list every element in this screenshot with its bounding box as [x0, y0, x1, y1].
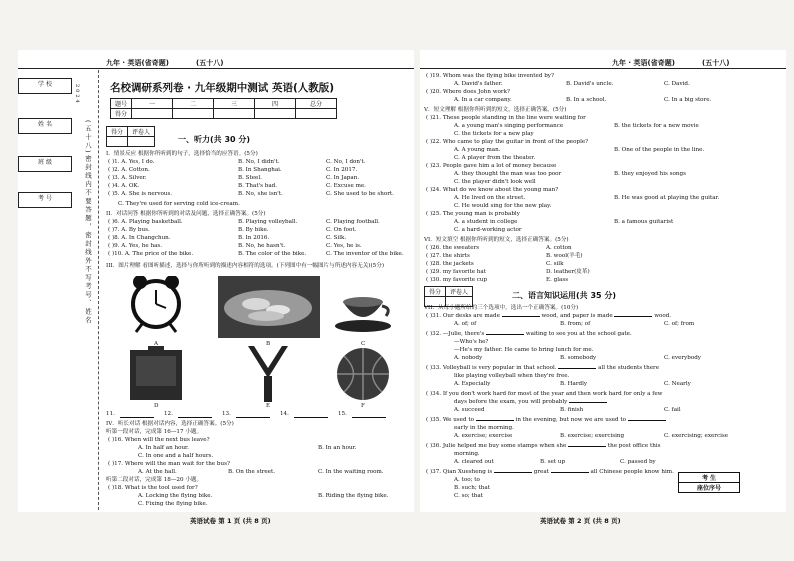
q21-a: A. a young man's singing performance — [454, 123, 564, 129]
q20-b: B. In a school. — [566, 97, 607, 103]
school-box: 学 校 — [18, 78, 72, 94]
section-IV-head: IV．听长对话 根据对话内容，选择正确答案。(5分) — [106, 421, 234, 427]
section-IV-p2: 听第二段对话，完成第 18—20 小题。 — [106, 477, 203, 483]
picture-blank-13[interactable]: 13. — [222, 411, 231, 417]
secII-item-2-1: B. In 2016. — [238, 235, 270, 241]
scorer-cell[interactable] — [107, 137, 128, 147]
q34-a: A. succeed — [454, 407, 485, 413]
picture-blank-14[interactable]: 14. — [280, 411, 289, 417]
section-VII-head: VII．从每小题所给的三个选项中，选出一个正确答案。(10分) — [424, 305, 579, 311]
pic-label-c: C — [361, 341, 366, 347]
pic-label-a: A — [154, 341, 159, 347]
score-head-3: 三 — [214, 99, 255, 109]
picture-blank-11[interactable]: 11. — [106, 411, 115, 417]
q23-a: A. they thought the man was too poor — [454, 171, 562, 177]
secVI-item-1-0: ( )27. the shirts — [426, 253, 470, 259]
score-head-0: 题号 — [111, 99, 132, 109]
pic-label-b: B — [266, 341, 271, 347]
alarm-clock-picture — [133, 276, 179, 332]
header-left: 九年 · 英语(省奇题) — [612, 59, 675, 67]
secVI-item-4-1: E. glass — [546, 277, 569, 283]
q17-a: A. At the hall. — [138, 469, 177, 475]
q16-b: B. In an hour. — [318, 445, 357, 451]
secI-item-2-1: B. Steel. — [238, 175, 262, 181]
q17-c: C. In the waiting room. — [318, 469, 384, 475]
class-box: 班 级 — [18, 156, 72, 172]
part1-title: 一、听力(共 30 分) — [178, 135, 251, 144]
grader-label: 评卷人 — [128, 127, 155, 137]
secI-item-4-2: C. She used to be short. — [326, 191, 394, 197]
q18-b: B. Riding the flying bike. — [318, 493, 389, 499]
q37-b: B. such; that — [454, 485, 490, 491]
q32: ( )32. —Julie, there's waiting to see you at the school gate. — [426, 331, 632, 337]
secII-item-1-0: ( )7. A. By bus. — [108, 227, 150, 233]
q20-c: C. In a big store. — [664, 97, 712, 103]
header-code: (五十八) — [196, 59, 224, 67]
scorer-label: 得分 — [107, 127, 128, 137]
pic-label-e: E — [266, 403, 271, 409]
seal-line — [98, 70, 99, 510]
basketball-picture — [337, 348, 389, 400]
answer-line[interactable] — [352, 417, 386, 418]
grader-label: 评卷人 — [446, 287, 473, 297]
q31-c: C. of; from — [664, 321, 695, 327]
q16-c: C. In one and a half hours. — [138, 453, 214, 459]
secII-item-1-1: B. By bike. — [238, 227, 269, 233]
q21-b: B. the tickets for a new movie — [614, 123, 699, 129]
score-cell[interactable] — [296, 109, 337, 119]
q36-b: B. set up — [540, 459, 566, 465]
q22-c: C. A player from the theater. — [454, 155, 536, 161]
q16: ( )16. When will the next bus leave? — [108, 437, 210, 443]
secVI-item-2-0: ( )28. the jackets — [426, 261, 474, 267]
score-table — [110, 98, 337, 119]
section-II-head: II．对话问答 根据你所听到的对话及问题，选择正确答案。(5分) — [106, 211, 266, 217]
q35-a: A. exercise; exercise — [454, 433, 513, 439]
secII-item-0-2: C. Playing football. — [326, 219, 380, 225]
header-code: (五十八) — [702, 59, 730, 67]
leaves-picture — [218, 276, 320, 338]
picture-blank-15[interactable]: 15. — [338, 411, 347, 417]
secII-item-4-2: C. The inventor of the bike. — [326, 251, 404, 257]
q33-c: C. Nearly — [664, 381, 691, 387]
scorer-box — [106, 126, 155, 147]
q36-c: C. passed by — [620, 459, 656, 465]
answer-line[interactable] — [178, 417, 212, 418]
q32-line2: —Who's he? — [454, 339, 489, 345]
tea-cup-picture — [335, 297, 391, 332]
secII-item-3-1: B. No, he hasn't. — [238, 243, 286, 249]
score-cell[interactable] — [173, 109, 214, 119]
q33-line2: like playing volleyball when they're free. — [454, 373, 570, 379]
secI-item-3-1: B. That's bad. — [238, 183, 278, 189]
secI-item-3-2: C. Excuse me. — [326, 183, 366, 189]
score-cell[interactable] — [255, 109, 296, 119]
q24-c: C. He would sing for the new play. — [454, 203, 552, 209]
secVI-item-2-1: C. silk — [546, 261, 564, 267]
q36-line2: morning. — [454, 451, 480, 457]
secII-item-2-0: ( )8. A. In Changchun. — [108, 235, 171, 241]
secII-item-0-0: ( )6. A. Playing basketball. — [108, 219, 183, 225]
q34-b: B. finish — [560, 407, 584, 413]
q31-b: B. from; of — [560, 321, 591, 327]
q35: ( )35. We used to in the evening, but now we are used to — [426, 416, 666, 424]
secII-item-2-2: C. Silk. — [326, 235, 347, 241]
q22-b: B. One of the people in the line. — [614, 147, 705, 153]
secI-item-0-0: ( )1. A. Yes, I do. — [108, 159, 155, 165]
secI-item-1-0: ( )2. A. Cotton. — [108, 167, 150, 173]
secI-item-0-1: B. No, I didn't. — [238, 159, 280, 165]
q19-a: A. David's father. — [454, 81, 503, 87]
q22-a: A. A young man. — [454, 147, 501, 153]
q24-a: A. He lived on the street. — [454, 195, 526, 201]
q31-a: A. of; of — [454, 321, 477, 327]
q25-b: B. a famous guitarist — [614, 219, 674, 225]
section-III-head: III．图片理解 看图听描述，选择与你所听到的描述内容相符的选项。(下列图中有一幅图片与所述内容无关)(5分) — [106, 263, 385, 269]
header-rule — [420, 68, 786, 69]
section-I-extra: C. They're used for serving cold ice-cream. — [118, 201, 240, 207]
q19: ( )19. Whom was the flying bike invented by? — [426, 73, 554, 79]
q33: ( )33. Volleyball is very popular in that school. all the students there — [426, 365, 660, 371]
header-rule — [18, 68, 414, 69]
secI-item-4-1: B. No, she isn't. — [238, 191, 283, 197]
secVI-item-1-1: B. wool(羊毛) — [546, 253, 583, 259]
q19-c: C. David. — [664, 81, 690, 87]
seal-line-text: (五十八)密封线内不要答题，密封线外不写考号、姓名 — [84, 120, 92, 325]
q23-b: B. they enjoyed his songs — [614, 171, 686, 177]
q25: ( )25. The young man is probably — [426, 211, 520, 217]
q32-b: B. somebody — [560, 355, 597, 361]
seat-number-box — [678, 472, 740, 493]
q22: ( )22. Who came to play the guitar in front of the people? — [426, 139, 589, 145]
score-row-label: 得分 — [111, 109, 132, 119]
header-left: 九年 · 英语(省奇题) — [106, 59, 169, 67]
q18-a: A. Locking the flying bike. — [138, 493, 213, 499]
q34: ( )34. If you don't work hard for most of the year and then work hard for only a few — [426, 391, 663, 397]
secII-item-3-0: ( )9. A. Yes, he has. — [108, 243, 163, 249]
q32-c: C. everybody — [664, 355, 701, 361]
secVI-item-0-0: ( )26. the sweaters — [426, 245, 480, 251]
right-footer: 英语试卷 第 2 页 (共 8 页) — [540, 517, 621, 525]
q16-a: A. In half an hour. — [138, 445, 189, 451]
q35-line2: early in the morning. — [454, 425, 514, 431]
seat-box-label-2: 座位序号 — [696, 485, 721, 492]
secI-item-0-2: C. No, I don't. — [326, 159, 366, 165]
pic-label-f: F — [361, 403, 365, 409]
secVI-item-0-1: A. cotton — [546, 245, 572, 251]
q32-line3: —He's my father. He came to bring lunch for me. — [454, 347, 594, 353]
q20: ( )20. Where does John work? — [426, 89, 510, 95]
grader-cell[interactable] — [128, 137, 155, 147]
part2-title: 二、语言知识运用(共 35 分) — [512, 291, 617, 300]
year-label: 2024 — [74, 84, 80, 105]
picture-blank-12[interactable]: 12. — [164, 411, 173, 417]
secI-item-1-1: B. In Shanghai. — [238, 167, 282, 173]
q32-a: A. nobody — [454, 355, 483, 361]
secII-item-1-2: C. On foot. — [326, 227, 357, 233]
secI-item-2-0: ( )3. A. Silver. — [108, 175, 147, 181]
name-box: 姓 名 — [18, 118, 72, 134]
q35-c: C. exercising; exercise — [664, 433, 729, 439]
q33-a: A. Especially — [454, 381, 491, 387]
secVI-item-3-1: D. leather(皮革) — [546, 269, 590, 275]
q21: ( )21. These people standing in the line were waiting for — [426, 115, 586, 121]
q17-b: B. On the street. — [228, 469, 276, 475]
leather-bag-picture — [130, 346, 182, 400]
answer-line[interactable] — [120, 417, 154, 418]
section-IV-p1: 听第一段对话，完成第 16—17 小题。 — [106, 429, 203, 435]
score-head-4: 四 — [255, 99, 296, 109]
secII-item-3-2: C. Yes, he is. — [326, 243, 362, 249]
secI-item-3-0: ( )4. A. OK. — [108, 183, 140, 189]
q24-b: B. He was good at playing the guitar. — [614, 195, 720, 201]
q25-c: C. a hard-working actor — [454, 227, 522, 233]
secII-item-0-1: B. Playing volleyball. — [238, 219, 298, 225]
section-V-head: V．短文理解 根据你所听到的短文，选择正确答案。(5分) — [424, 107, 567, 113]
secI-item-4-0: ( )5. A. She is nervous. — [108, 191, 173, 197]
q37: ( )37. Qian Xuesheng is great all Chinese people know him. — [426, 469, 674, 475]
q24: ( )24. What do we know about the young man? — [426, 187, 559, 193]
q36: ( )36. Julie helped me buy some stamps when she the post office this — [426, 443, 661, 449]
answer-line[interactable] — [236, 417, 270, 418]
q35-b: B. exercise; exercising — [560, 433, 625, 439]
q25-a: A. a student in college — [454, 219, 518, 225]
q19-b: B. David's uncle. — [566, 81, 614, 87]
q17: ( )17. Where will the man wait for the bus? — [108, 461, 230, 467]
secII-item-4-1: B. The color of the bike. — [238, 251, 307, 257]
q18-c: C. Fixing the flying bike. — [138, 501, 208, 507]
q37-c: C. so; that — [454, 493, 483, 499]
q34-line2: days before the exam, you will probably — [454, 398, 607, 406]
section-I-head: I．情景反应 根据你所听到的句子，选择恰当的应答语。(5分) — [106, 151, 258, 157]
secII-item-4-0: ( )10. A. The price of the bike. — [108, 251, 194, 257]
score-cell[interactable] — [132, 109, 173, 119]
score-cell[interactable] — [214, 109, 255, 119]
score-head-2: 二 — [173, 99, 214, 109]
secI-item-1-2: C. In 2017. — [326, 167, 358, 173]
score-head-1: 一 — [132, 99, 173, 109]
id-box: 考 号 — [18, 192, 72, 208]
secI-item-2-2: C. In Japan. — [326, 175, 360, 181]
q34-c: C. fail — [664, 407, 681, 413]
left-page — [18, 50, 414, 512]
q18: ( )18. What is the tool used for? — [108, 485, 198, 491]
pic-label-d: D — [154, 403, 159, 409]
q23-c: C. the player didn't look well — [454, 179, 536, 185]
right-page — [420, 50, 786, 512]
q21-c: C. the tickets for a new play — [454, 131, 534, 137]
q23: ( )23. People gave him a lot of money because — [426, 163, 557, 169]
q31: ( )31. Our desks are made wood, and paper is made wood. — [426, 313, 672, 319]
secVI-item-4-0: ( )30. my favorite cup — [426, 277, 488, 283]
zipper-picture — [248, 346, 288, 402]
seat-box-label-1: 考 生 — [679, 473, 739, 483]
q20-a: A. In a car company. — [454, 97, 512, 103]
score-head-5: 总分 — [296, 99, 337, 109]
exam-title: 名校调研系列卷 · 九年级期中测试 英语(人教版) — [110, 82, 335, 94]
q37-a: A. too; to — [454, 477, 480, 483]
left-footer: 英语试卷 第 1 页 (共 8 页) — [190, 517, 271, 525]
q33-b: B. Hardly — [560, 381, 588, 387]
scorer-label: 得分 — [425, 287, 446, 297]
section-VI-head: VI．短文填空 根据你所听到的短文，选择正确答案。(5分) — [424, 237, 569, 243]
q36-a: A. cleared out — [454, 459, 494, 465]
secVI-item-3-0: ( )29. my favorite hat — [426, 269, 486, 275]
answer-line[interactable] — [294, 417, 328, 418]
